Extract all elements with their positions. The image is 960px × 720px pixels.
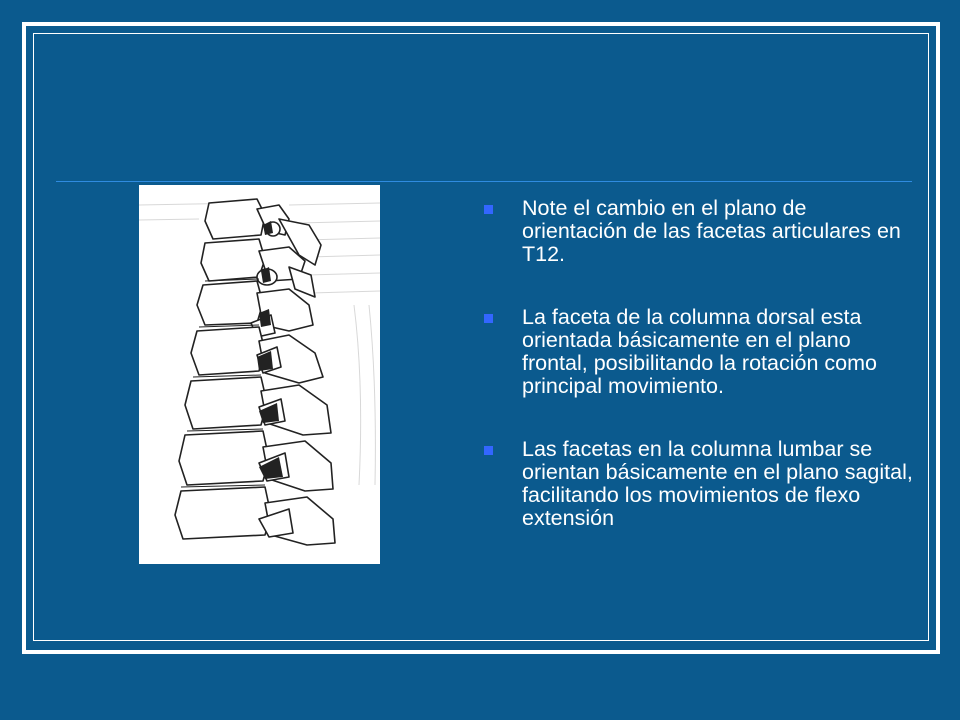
spine-drawing-icon — [139, 185, 380, 564]
spine-illustration — [139, 185, 380, 564]
square-bullet-icon — [484, 205, 493, 214]
bullet-text: Note el cambio en el plano de orientación de las facetas articulares en T12. — [522, 196, 901, 266]
bullet-item — [484, 197, 914, 266]
bullet-text: Las facetas en la columna lumbar se orientan básicamente en el plano sagital, facilitando los movimientos de flexo extensión — [522, 437, 913, 530]
bullet-list — [484, 197, 914, 570]
bullet-item — [484, 306, 914, 398]
square-bullet-icon — [484, 314, 493, 323]
bullet-text: La faceta de la columna dorsal esta orientada básicamente en el plano frontal, posibilitando la rotación como principal movimiento. — [522, 305, 877, 398]
bullet-item — [484, 438, 914, 530]
title-divider — [56, 181, 912, 182]
square-bullet-icon — [484, 446, 493, 455]
